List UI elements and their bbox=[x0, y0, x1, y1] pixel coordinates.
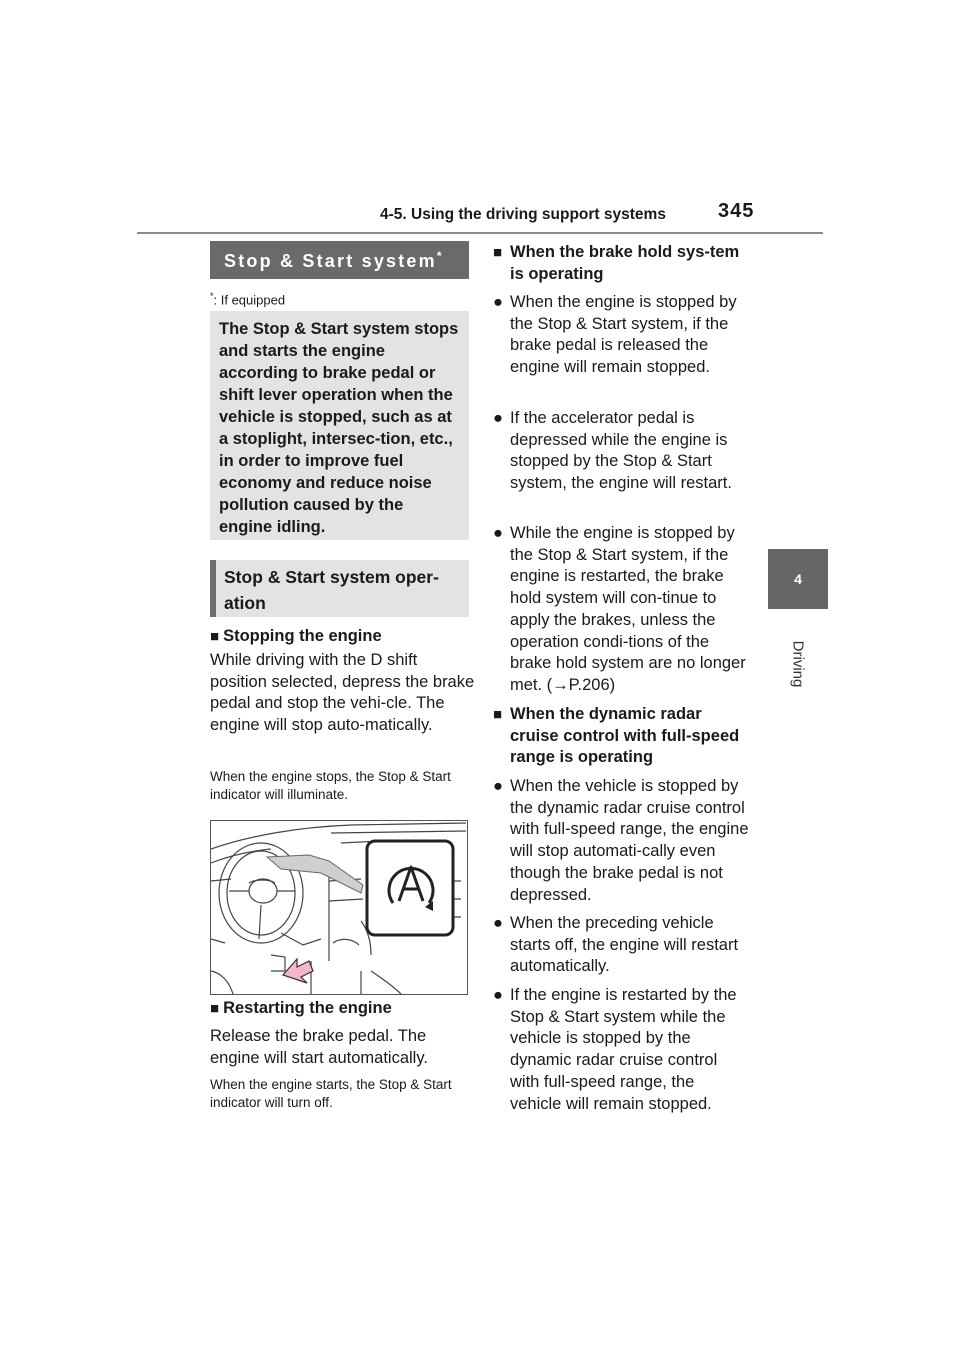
list-item-text: If the accelerator pedal is depressed while the engine is stopped by the Stop & Start system, the engine will restart. bbox=[510, 409, 732, 493]
footnote-mark: * bbox=[210, 291, 214, 301]
bullet-dot-icon: ● bbox=[493, 777, 503, 795]
list-item-text: When the preceding vehicle starts off, the engine will restart automatically. bbox=[510, 914, 739, 976]
chapter-label bbox=[768, 620, 828, 710]
radar-cruise-heading-text: When the dynamic radar cruise control with full-speed range is operating bbox=[510, 705, 740, 767]
pink-arrow-icon bbox=[283, 959, 313, 983]
operation-section-title: Stop & Start system oper-ation bbox=[210, 560, 469, 617]
list-item-text: When the engine is stopped by the Stop & Start system, if the brake pedal is released the engine will remain stopped. bbox=[510, 293, 737, 377]
brake-hold-heading-text: When the brake hold sys-tem is operating bbox=[510, 243, 740, 283]
stopping-heading-text: Stopping the engine bbox=[223, 627, 382, 645]
header-rule bbox=[137, 232, 823, 234]
heading-square-icon: ■ bbox=[210, 628, 220, 645]
list-item-text: When the vehicle is stopped by the dynamic radar cruise control with full-speed range, the engine will stop automati-cally even though the brake pedal is not depressed. bbox=[510, 777, 749, 904]
chapter-tab bbox=[768, 549, 828, 609]
heading-square-icon: ■ bbox=[493, 244, 503, 261]
heading-square-icon: ■ bbox=[493, 706, 503, 723]
dashboard-illustration bbox=[210, 820, 468, 995]
restart-heading bbox=[210, 999, 392, 1018]
section-title bbox=[210, 241, 469, 279]
dashboard-illustration-svg bbox=[211, 821, 467, 994]
stopping-heading bbox=[210, 627, 382, 646]
list-item-text: If the engine is restarted by the Stop & Start system while the vehicle is stopped by the dynamic radar cruise control with full-speed range, the vehicle will remain stopped. bbox=[510, 986, 737, 1113]
stopping-body: While driving with the D shift position selected, depress the brake pedal and stop the vehi-cle. The engine will stop auto-matically. bbox=[210, 651, 475, 735]
running-header: 4-5. Using the driving support systems bbox=[380, 206, 666, 223]
bullet-dot-icon: ● bbox=[493, 409, 503, 427]
footnote-text: : If equipped bbox=[213, 292, 286, 308]
bullet-dot-icon: ● bbox=[493, 524, 503, 542]
section-title-text: Stop & Start system bbox=[224, 251, 437, 271]
restart-note: When the engine starts, the Stop & Start indicator will turn off. bbox=[210, 1077, 452, 1110]
restart-heading-text: Restarting the engine bbox=[223, 999, 392, 1017]
section-title-mark: * bbox=[436, 249, 442, 263]
stopping-note: When the engine stops, the Stop & Start indicator will illuminate. bbox=[210, 769, 451, 802]
heading-square-icon: ■ bbox=[210, 1000, 220, 1017]
page-number: 345 bbox=[718, 200, 755, 222]
bullet-dot-icon: ● bbox=[493, 986, 503, 1004]
footnote bbox=[210, 291, 285, 307]
bullet-dot-icon: ● bbox=[493, 914, 503, 932]
restart-body: Release the brake pedal. The engine will start automatically. bbox=[210, 1027, 428, 1067]
intro-box: The Stop & Start system stops and starts the engine according to brake pedal or shift lever operation when the vehicle is stopped, such as at a stoplight, intersec-tion, etc., in order to improve fuel economy and reduce noise pollution caused by the engine idling. bbox=[210, 311, 469, 540]
bullet-dot-icon: ● bbox=[493, 293, 503, 311]
chapter-label-text: Driving bbox=[789, 640, 807, 688]
chapter-number: 4 bbox=[794, 571, 802, 587]
list-item-text: While the engine is stopped by the Stop & Start system, if the engine is restarted, the brake hold system will con-tinue to apply the brakes, unless the operation condi-tions of the brake hold system are no longer met. (→P.206) bbox=[510, 524, 746, 694]
